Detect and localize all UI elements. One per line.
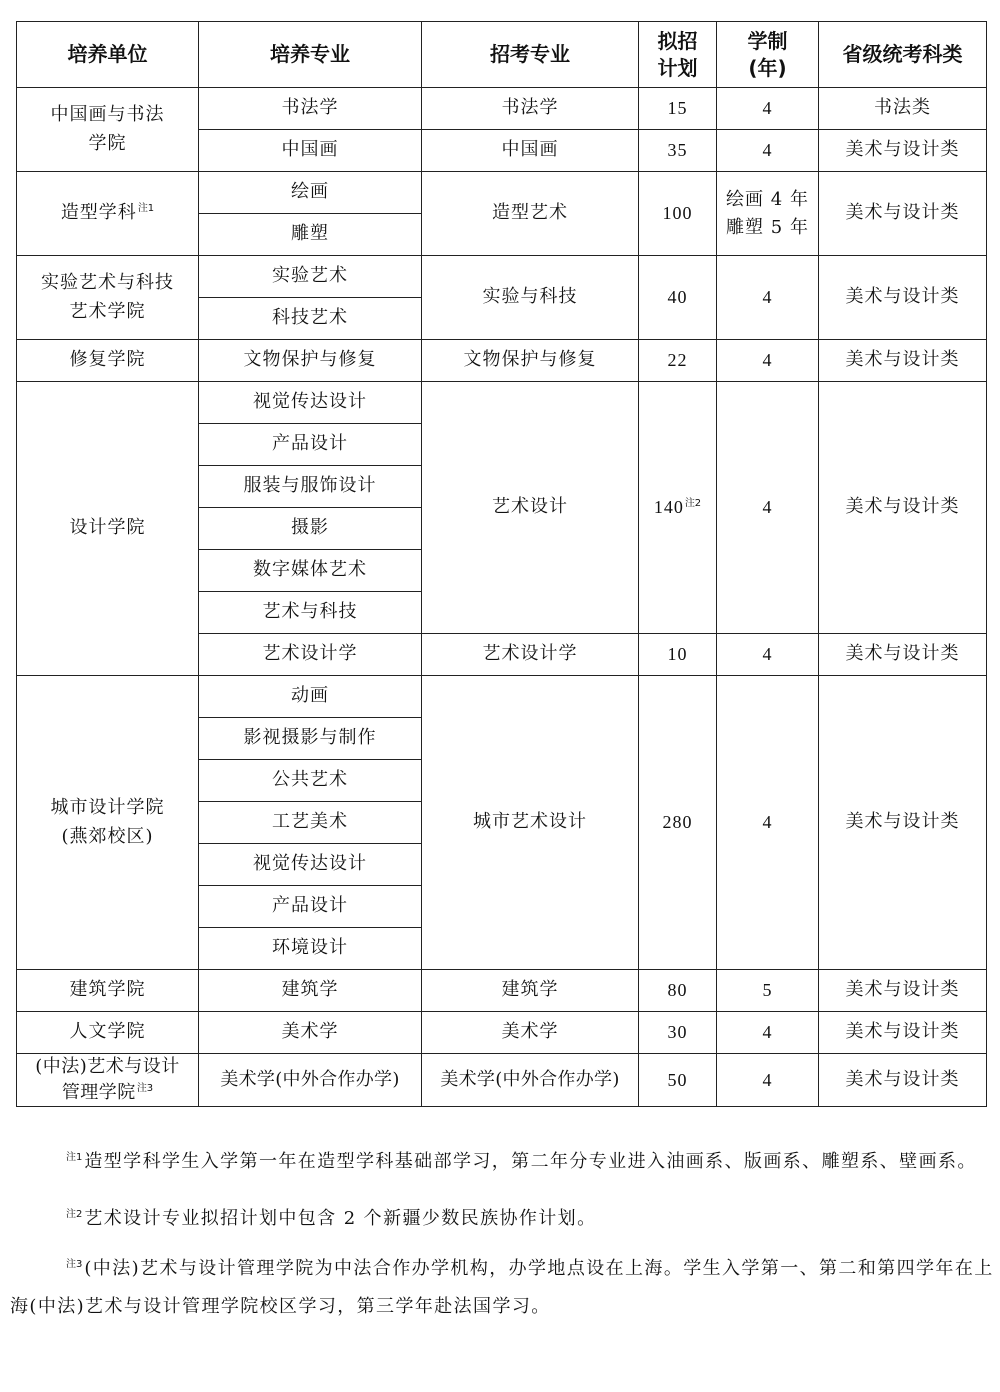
cell-years: 4 (717, 340, 819, 382)
cell-exam-major: 建筑学 (422, 970, 639, 1012)
header-years-line1: 学制 (747, 28, 788, 53)
cell-category: 美术与设计类 (819, 172, 987, 256)
footnote-marker: 注2 (684, 498, 702, 510)
cell-years: 4 (717, 676, 819, 970)
cell-unit: 设计学院 (17, 382, 199, 676)
cell-years: 4 (717, 256, 819, 340)
cell-major: 视觉传达设计 (199, 382, 422, 424)
cell-exam-major: 艺术设计 (422, 382, 639, 634)
cell-major: 绘画 (199, 172, 422, 214)
years-line1: 绘画 4 年 (726, 188, 809, 210)
cell-major: 产品设计 (199, 886, 422, 928)
cell-exam-major: 美术学 (422, 1012, 639, 1054)
footnote-1-mark: 注1 (66, 1152, 83, 1163)
header-category: 省级统考科类 (819, 22, 987, 88)
footnote-3-mark: 注3 (66, 1259, 83, 1270)
cell-plan: 80 (639, 970, 717, 1012)
cell-unit: 修复学院 (17, 340, 199, 382)
cell-plan: 15 (639, 88, 717, 130)
cell-exam-major: 造型艺术 (422, 172, 639, 256)
unit-line2: 管理学院 (61, 1082, 136, 1104)
unit-line2: 艺术学院 (69, 300, 146, 322)
cell-major: 中国画 (199, 130, 422, 172)
header-plan-line1: 拟招 (657, 28, 698, 53)
table-row (17, 340, 987, 382)
footnote-2-text: 艺术设计专业拟招计划中包含 2 个新疆少数民族协作计划。 (84, 1208, 597, 1229)
table-row (17, 1054, 987, 1107)
footnote-3-text: (中法)艺术与设计管理学院为中法合作办学机构，办学地点设在上海。学生入学第一、第二和第四学年在上海(中法)艺术与设计管理学院校区学习，第三学年赴法国学习。 (10, 1258, 994, 1317)
table-body (17, 88, 987, 1107)
cell-category: 美术与设计类 (819, 1054, 987, 1107)
cell-exam-major: 艺术设计学 (422, 634, 639, 676)
header-unit: 培养单位 (17, 22, 199, 88)
cell-major: 美术学 (199, 1012, 422, 1054)
cell-category: 美术与设计类 (819, 130, 987, 172)
cell-plan: 22 (639, 340, 717, 382)
cell-major: 环境设计 (199, 928, 422, 970)
cell-major: 摄影 (199, 508, 422, 550)
cell-exam-major: 美术学(中外合作办学) (422, 1054, 639, 1107)
cell-major: 雕塑 (199, 214, 422, 256)
plan-value: 140 (653, 497, 684, 518)
cell-major: 科技艺术 (199, 298, 422, 340)
footnote-1 (10, 1143, 995, 1181)
unit-line1: 中国画与书法 (50, 103, 165, 125)
footnote-marker: 注3 (136, 1083, 154, 1095)
cell-years: 4 (717, 130, 819, 172)
enrollment-table (16, 21, 987, 1107)
table-row (17, 256, 987, 298)
footnote-2 (10, 1200, 995, 1238)
cell-plan: 40 (639, 256, 717, 340)
cell-plan: 30 (639, 1012, 717, 1054)
header-major: 培养专业 (199, 22, 422, 88)
cell-exam-major: 书法学 (422, 88, 639, 130)
footnotes (10, 1143, 995, 1345)
cell-unit: 建筑学院 (17, 970, 199, 1012)
cell-unit (17, 1054, 199, 1107)
cell-exam-major: 实验与科技 (422, 256, 639, 340)
cell-major: 产品设计 (199, 424, 422, 466)
table-row (17, 676, 987, 718)
cell-major: 视觉传达设计 (199, 844, 422, 886)
cell-years: 4 (717, 88, 819, 130)
table-row (17, 970, 987, 1012)
years-line2: 雕塑 5 年 (726, 216, 809, 238)
cell-plan: 35 (639, 130, 717, 172)
cell-major: 实验艺术 (199, 256, 422, 298)
cell-plan (639, 382, 717, 634)
header-exam-major: 招考专业 (422, 22, 639, 88)
table-row (17, 1012, 987, 1054)
cell-plan: 280 (639, 676, 717, 970)
cell-category: 美术与设计类 (819, 634, 987, 676)
cell-major: 公共艺术 (199, 760, 422, 802)
header-years-line2: (年) (748, 55, 787, 80)
cell-major: 艺术设计学 (199, 634, 422, 676)
footnote-1-text: 造型学科学生入学第一年在造型学科基础部学习，第二年分专业进入油画系、版画系、雕塑系、壁画系。 (84, 1151, 977, 1172)
cell-exam-major: 城市艺术设计 (422, 676, 639, 970)
unit-label: 造型学科 (60, 202, 137, 224)
cell-unit (17, 676, 199, 970)
header-years (717, 22, 819, 88)
cell-major: 服装与服饰设计 (199, 466, 422, 508)
cell-unit (17, 172, 199, 256)
footnote-2-mark: 注2 (66, 1209, 83, 1220)
unit-line1: 实验艺术与科技 (41, 271, 174, 293)
header-plan (639, 22, 717, 88)
unit-line2: 学院 (88, 132, 127, 154)
cell-unit: 人文学院 (17, 1012, 199, 1054)
cell-years: 5 (717, 970, 819, 1012)
cell-years: 4 (717, 382, 819, 634)
cell-unit (17, 88, 199, 172)
cell-years (717, 172, 819, 256)
cell-category: 书法类 (819, 88, 987, 130)
cell-plan: 10 (639, 634, 717, 676)
cell-major: 影视摄影与制作 (199, 718, 422, 760)
cell-category: 美术与设计类 (819, 340, 987, 382)
cell-major: 书法学 (199, 88, 422, 130)
cell-exam-major: 文物保护与修复 (422, 340, 639, 382)
cell-plan: 100 (639, 172, 717, 256)
table-row (17, 172, 987, 214)
footnote-marker: 注1 (137, 203, 155, 215)
cell-category: 美术与设计类 (819, 382, 987, 634)
header-plan-line2: 计划 (657, 55, 698, 80)
header-row (17, 22, 987, 88)
cell-major: 文物保护与修复 (199, 340, 422, 382)
footnote-3 (10, 1250, 995, 1326)
cell-major: 建筑学 (199, 970, 422, 1012)
table-row (17, 382, 987, 424)
cell-major: 动画 (199, 676, 422, 718)
cell-exam-major: 中国画 (422, 130, 639, 172)
cell-plan: 50 (639, 1054, 717, 1107)
cell-major: 艺术与科技 (199, 592, 422, 634)
unit-line1: 城市设计学院 (50, 796, 165, 818)
cell-category: 美术与设计类 (819, 1012, 987, 1054)
cell-years: 4 (717, 1012, 819, 1054)
cell-category: 美术与设计类 (819, 256, 987, 340)
table-header (17, 22, 987, 88)
cell-major: 数字媒体艺术 (199, 550, 422, 592)
cell-years: 4 (717, 634, 819, 676)
unit-line2: (燕郊校区) (61, 825, 154, 847)
cell-category: 美术与设计类 (819, 970, 987, 1012)
cell-major: 美术学(中外合作办学) (199, 1054, 422, 1107)
cell-major: 工艺美术 (199, 802, 422, 844)
unit-line1: (中法)艺术与设计 (35, 1056, 180, 1077)
cell-category: 美术与设计类 (819, 676, 987, 970)
cell-unit (17, 256, 199, 340)
cell-years: 4 (717, 1054, 819, 1107)
table-row (17, 88, 987, 130)
unit-line2-wrap (21, 1080, 194, 1106)
